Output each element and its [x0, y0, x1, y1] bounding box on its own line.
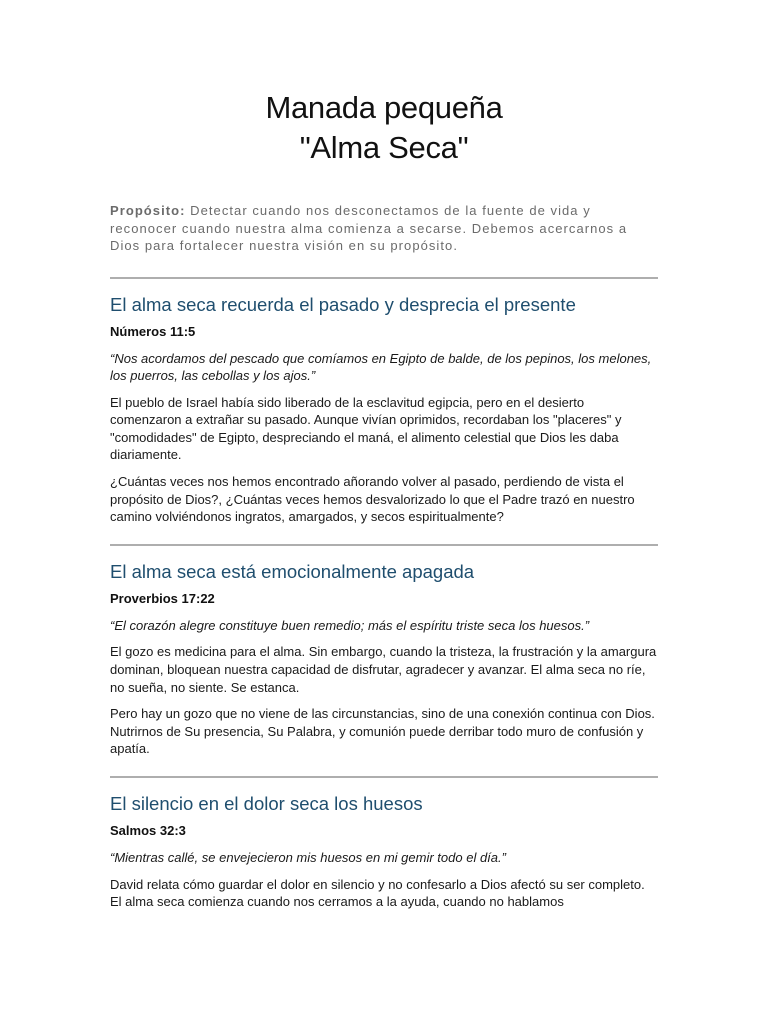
section-divider [110, 544, 658, 546]
body-paragraph: David relata cómo guardar el dolor en silencio y no confesarlo a Dios afectó su ser completo. El alma seca comienza cuando nos cerramos a la ayuda, cuando no hablamos [110, 876, 645, 910]
scripture-quote: “Mientras callé, se envejecieron mis huesos en mi gemir todo el día.” [110, 850, 506, 865]
title-line-2: "Alma Seca" [299, 130, 469, 165]
section-heading: El alma seca está emocionalmente apagada [110, 560, 475, 582]
title-line-1: Manada pequeña [265, 90, 503, 125]
scripture-quote: “Nos acordamos del pescado que comíamos en Egipto de balde, de los pepinos, los melones, los puerros, las cebollas y los ajos.” [110, 350, 652, 384]
body-paragraph: El pueblo de Israel había sido liberado de la esclavitud egipcia, pero en el desierto comenzaron a extrañar su pasado. Aunque vivían oprimidos, recordaban los "placeres" y "comodidades" de Egipto, despreciando el maná, el alimento celestial que Dios les daba diariamente. [110, 394, 622, 463]
scripture-reference: Salmos 32:3 [110, 823, 186, 838]
document-content [110, 88, 658, 911]
purpose-paragraph [110, 202, 658, 255]
section-divider [110, 776, 658, 778]
document-title [110, 88, 658, 168]
body-paragraph: ¿Cuántas veces nos hemos encontrado añorando volver al pasado, perdiendo de vista el propósito de Dios?, ¿Cuántas veces hemos desvalorizado lo que el Padre trazó en nuestro camino volviéndonos ingratos, amargados, y secos espiritualmente? [110, 474, 635, 525]
section-1 [110, 293, 658, 526]
purpose-text: Detectar cuando nos desconectamos de la fuente de vida y reconocer cuando nuestra alma comienza a secarse. Debemos acercarnos a Dios para fortalecer nuestra visión en su propósito. [110, 203, 628, 253]
section-divider [110, 277, 658, 279]
section-2 [110, 560, 658, 758]
section-3 [110, 792, 658, 911]
section-heading: El silencio en el dolor seca los huesos [110, 793, 423, 814]
purpose-label: Propósito: [110, 203, 186, 218]
body-paragraph: Pero hay un gozo que no viene de las circunstancias, sino de una conexión continua con Dios. Nutrirnos de Su presencia, Su Palabra, y comunión puede derribar todo muro de confusión y apatía. [110, 706, 655, 757]
scripture-reference: Proverbios 17:22 [110, 590, 215, 606]
scripture-reference: Números 11:5 [110, 323, 196, 339]
body-paragraph: El gozo es medicina para el alma. Sin embargo, cuando la tristeza, la frustración y la amargura dominan, bloquean nuestra capacidad de disfrutar, agradecer y avanzar. El alma seca no ríe, no sueña, no siente. Se estanca. [110, 644, 657, 695]
scripture-quote: “El corazón alegre constituye buen remedio; más el espíritu triste seca los huesos.” [110, 617, 590, 633]
section-heading: El alma seca recuerda el pasado y desprecia el presente [110, 293, 576, 315]
